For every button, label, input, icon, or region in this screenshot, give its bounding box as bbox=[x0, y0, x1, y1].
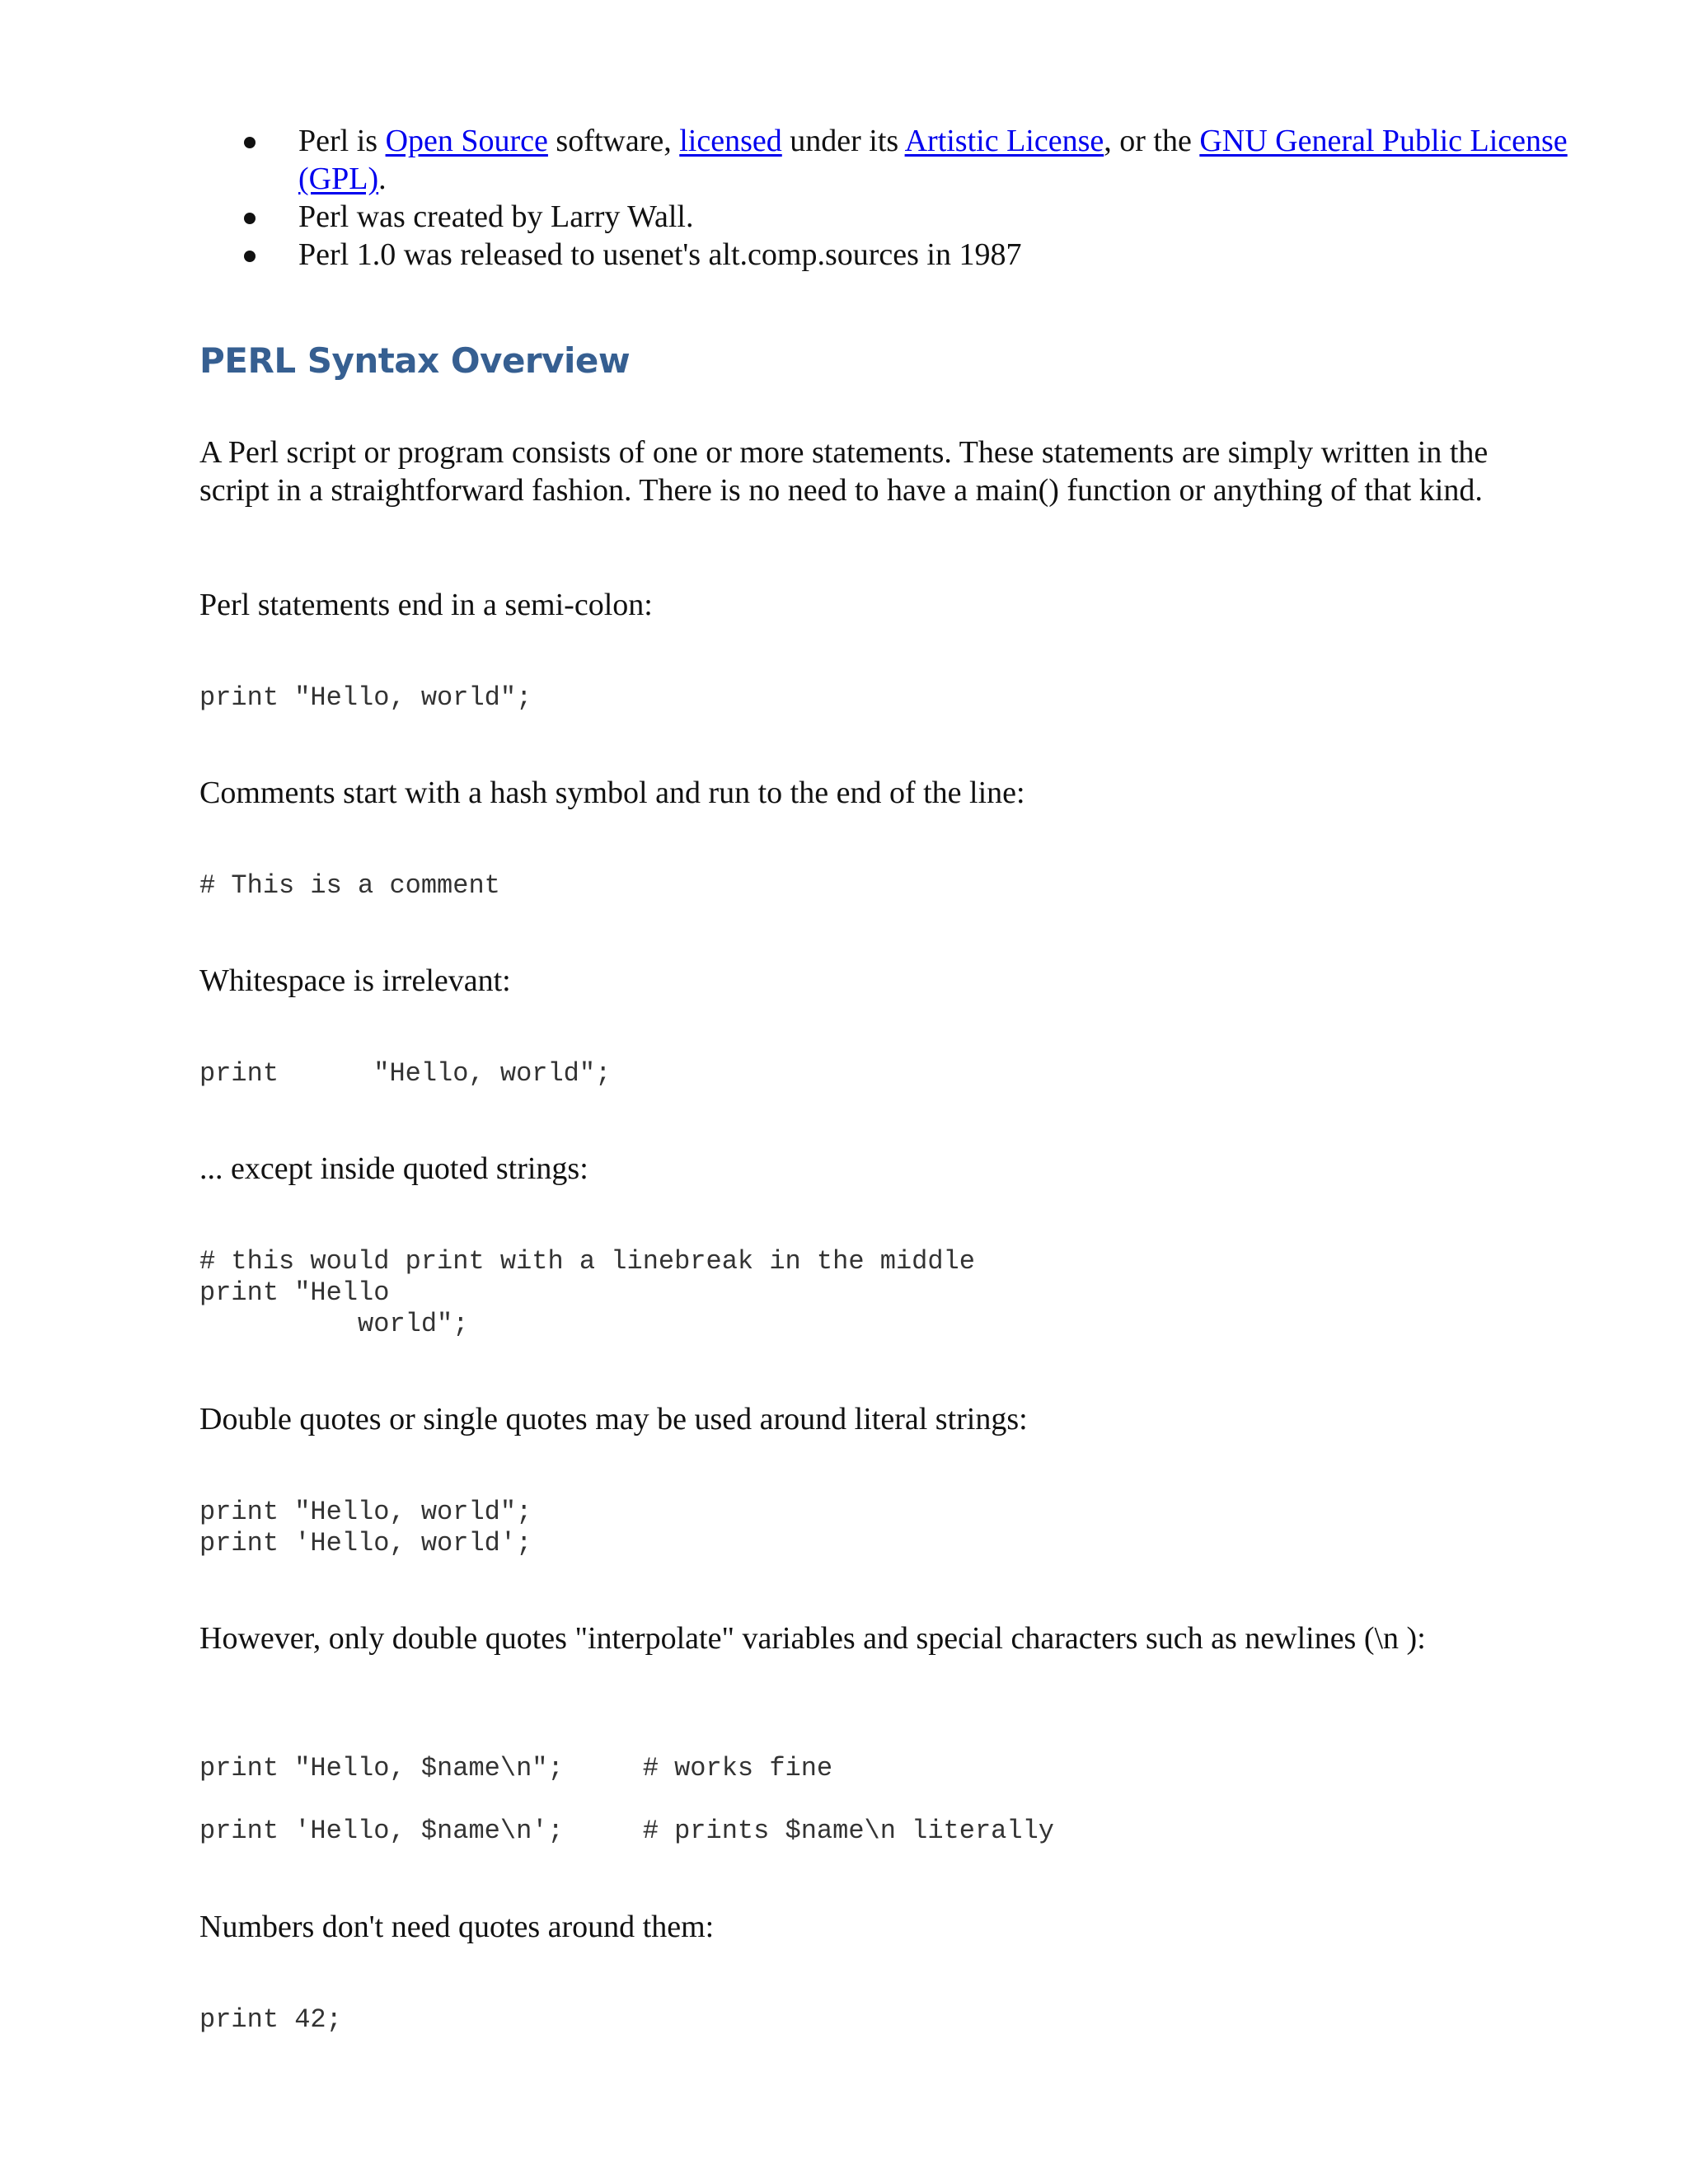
code-line-literal: print 'Hello, $name\n'; # prints $name\n literally bbox=[199, 1816, 1054, 1846]
bullet-text: Perl 1.0 was released to usenet's alt.comp.sources in 1987 bbox=[298, 237, 1022, 272]
gpl-link[interactable]: GNU General Public License (GPL) bbox=[298, 124, 1568, 196]
code-block-whitespace: print "Hello, world"; bbox=[199, 1058, 612, 1089]
list-item bbox=[298, 122, 1584, 198]
code-block-comment: # This is a comment bbox=[199, 870, 500, 901]
bullet-icon bbox=[244, 251, 256, 262]
bullet-text: Perl is bbox=[298, 124, 386, 158]
artistic-license-link[interactable]: Artistic License bbox=[904, 124, 1104, 158]
bullet-text: . bbox=[378, 162, 387, 196]
comments-paragraph: Comments start with a hash symbol and run to the end of the line: bbox=[199, 776, 1025, 810]
code-block-numbers: print 42; bbox=[199, 2004, 342, 2035]
licensed-link[interactable]: licensed bbox=[679, 124, 782, 158]
code-line-interpolate: print "Hello, $name\n"; # works fine bbox=[199, 1753, 833, 1783]
bullet-icon bbox=[244, 213, 256, 224]
bullet-text: , or the bbox=[1104, 124, 1200, 158]
bullet-text: Perl was created by Larry Wall. bbox=[298, 199, 694, 234]
quotes-paragraph: Double quotes or single quotes may be used around literal strings: bbox=[199, 1402, 1028, 1436]
bullet-text: software, bbox=[547, 124, 680, 158]
open-source-link[interactable]: Open Source bbox=[385, 124, 548, 158]
intro-bullet-list bbox=[199, 122, 1584, 274]
semicolon-paragraph: Perl statements end in a semi-colon: bbox=[199, 588, 653, 622]
except-paragraph: ... except inside quoted strings: bbox=[199, 1151, 588, 1186]
numbers-paragraph: Numbers don't need quotes around them: bbox=[199, 1910, 715, 1944]
bullet-text: under its bbox=[781, 124, 905, 158]
code-block-semicolon: print "Hello, world"; bbox=[199, 682, 532, 713]
list-item bbox=[298, 198, 1584, 236]
whitespace-paragraph: Whitespace is irrelevant: bbox=[199, 963, 511, 998]
code-block-linebreak: # this would print with a linebreak in the middle print "Hello world"; bbox=[199, 1246, 975, 1339]
list-item bbox=[298, 236, 1584, 274]
bullet-icon bbox=[244, 137, 256, 148]
code-block-quotes: print "Hello, world"; print 'Hello, world'; bbox=[199, 1497, 532, 1558]
intro-paragraph: A Perl script or program consists of one or more statements. These statements are simply written in the script in a straightforward fashion. There is no need to have a main() function or anything of that kind. bbox=[199, 435, 1489, 508]
section-heading: PERL Syntax Overview bbox=[199, 340, 631, 381]
interpolate-paragraph: However, only double quotes "interpolate" variables and special characters such as newlines (\n ): bbox=[199, 1621, 1426, 1656]
